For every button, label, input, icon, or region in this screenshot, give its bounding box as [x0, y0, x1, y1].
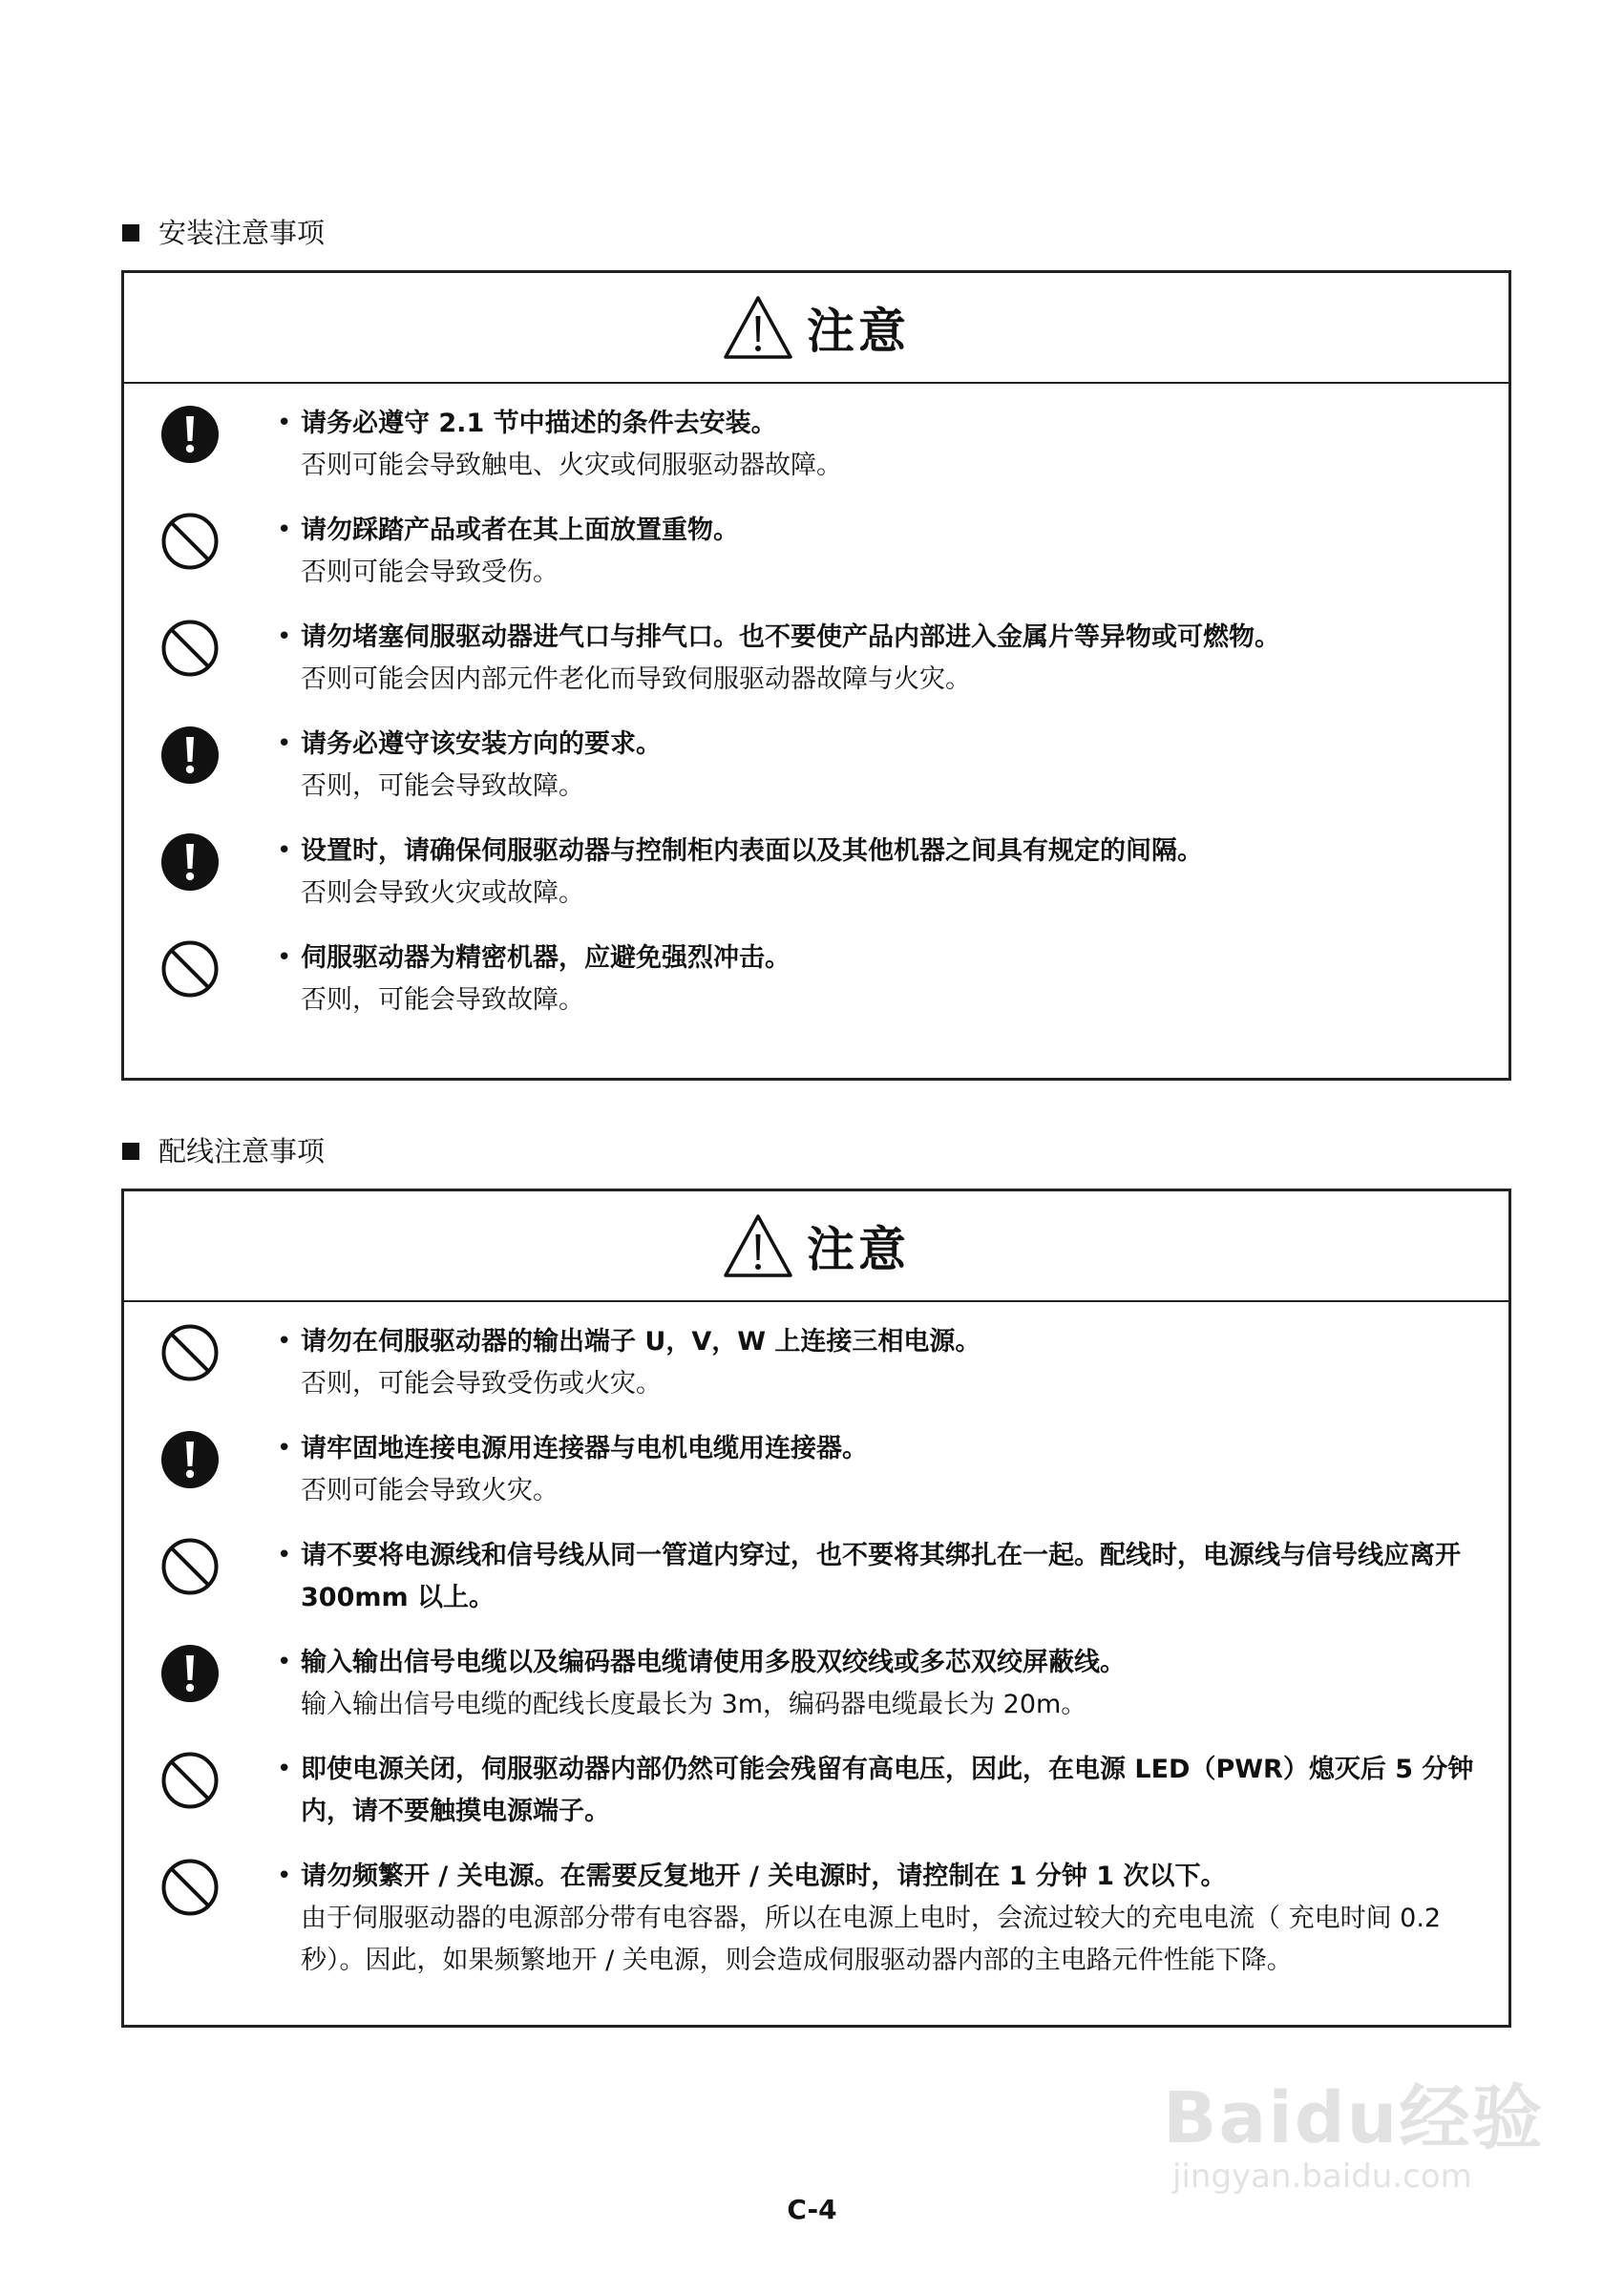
caution-item-main: 设置时，请确保伺服驱动器与控制柜内表面以及其他机器之间具有规定的间隔。: [301, 836, 1203, 866]
page-number: C-4: [787, 2194, 837, 2225]
exclamation-icon: [160, 726, 220, 785]
bullet-dot: •: [277, 943, 292, 972]
bullet-dot: •: [277, 622, 292, 651]
bullet-dot: •: [277, 1755, 292, 1783]
caution-item: [124, 401, 1508, 508]
caution-header: [124, 1191, 1508, 1302]
caution-item-main: 请牢固地连接电源用连接器与电机电缆用连接器。: [301, 1434, 868, 1463]
caution-item-sub: 输入输出信号电缆的配线长度最长为 3m，编码器电缆最长为 20m。: [301, 1690, 1087, 1719]
caution-item-sub: 否则，可能会导致故障。: [301, 771, 584, 801]
section-heading-text: 安装注意事项: [158, 217, 326, 249]
caution-item-main: 输入输出信号电缆以及编码器电缆请使用多股双绞线或多芯双绞屏蔽线。: [301, 1648, 1126, 1677]
caution-item-sub: 由于伺服驱动器的电源部分带有电容器，所以在电源上电时，会流过较大的充电电流（ 充电时间 0.2 秒）。因此，如果频繁地开 / 关电源，则会造成伺服驱动器内部的主电路元件性能下降。: [301, 1904, 1442, 1975]
caution-item-sub: 否则会导致火灾或故障。: [301, 878, 584, 908]
bullet-dot: •: [277, 1434, 292, 1463]
caution-list: [124, 1302, 1508, 2003]
caution-title: 注意: [807, 304, 910, 359]
caution-item: [124, 508, 1508, 615]
caution-list: [124, 384, 1508, 1042]
caution-header: [124, 273, 1508, 384]
caution-item: [124, 722, 1508, 829]
square-bullet-icon: [122, 224, 139, 242]
bullet-dot: •: [277, 1862, 292, 1890]
bullet-dot: •: [277, 1648, 292, 1676]
section-heading-text: 配线注意事项: [158, 1135, 326, 1168]
caution-item-sub: 否则可能会导致火灾。: [301, 1476, 559, 1505]
caution-item: [124, 1319, 1508, 1426]
warning-triangle-icon: [723, 1213, 793, 1278]
prohibition-icon: [160, 512, 220, 571]
section-heading-installation: [122, 214, 325, 252]
baidu-watermark: [1163, 2052, 1564, 2205]
caution-item-main: 请勿在伺服驱动器的输出端子 U，V，W 上连接三相电源。: [301, 1327, 981, 1357]
caution-item: [124, 1426, 1508, 1533]
caution-item: [124, 1747, 1508, 1854]
prohibition-icon: [160, 939, 220, 999]
exclamation-icon: [160, 832, 220, 892]
caution-item: [124, 1640, 1508, 1747]
watermark-url: jingyan.baidu.com: [1172, 2157, 1472, 2196]
exclamation-icon: [160, 1644, 220, 1703]
warning-triangle-icon: [723, 295, 793, 360]
caution-item-main: 请务必遵守 2.1 节中描述的条件去安装。: [301, 409, 777, 438]
caution-item-sub: 否则可能会因内部元件老化而导致伺服驱动器故障与火灾。: [301, 664, 971, 694]
caution-item-sub: 否则可能会导致触电、火灾或伺服驱动器故障。: [301, 451, 842, 480]
bullet-dot: •: [277, 836, 292, 865]
exclamation-icon: [160, 405, 220, 464]
bullet-dot: •: [277, 1327, 292, 1356]
bullet-dot: •: [277, 1541, 292, 1569]
caution-item: [124, 829, 1508, 936]
caution-item-sub: 否则，可能会导致受伤或火灾。: [301, 1369, 662, 1399]
caution-box-wiring: [121, 1189, 1511, 2028]
prohibition-icon: [160, 1858, 220, 1917]
caution-item-main: 请勿堵塞伺服驱动器进气口与排气口。也不要使产品内部进入金属片等异物或可燃物。: [301, 622, 1280, 652]
caution-item-sub: 否则可能会导致受伤。: [301, 558, 559, 587]
caution-item-sub: 否则，可能会导致故障。: [301, 985, 584, 1015]
caution-item-main: 即使电源关闭，伺服驱动器内部仍然可能会残留有高电压，因此，在电源 LED（PWR）熄灭后 5 分钟内，请不要触摸电源端子。: [301, 1755, 1474, 1826]
bullet-dot: •: [277, 729, 292, 758]
bullet-dot: •: [277, 409, 292, 437]
bullet-dot: •: [277, 516, 292, 544]
caution-title: 注意: [807, 1222, 910, 1277]
caution-item-main: 请勿踩踏产品或者在其上面放置重物。: [301, 516, 739, 545]
caution-item: [124, 615, 1508, 722]
square-bullet-icon: [122, 1143, 139, 1160]
caution-item-main: 伺服驱动器为精密机器，应避免强烈冲击。: [301, 943, 791, 973]
caution-item-main: 请勿频繁开 / 关电源。在需要反复地开 / 关电源时，请控制在 1 分钟 1 次以下。: [301, 1862, 1227, 1891]
caution-item: [124, 1854, 1508, 2003]
caution-item-main: 请不要将电源线和信号线从同一管道内穿过，也不要将其绑扎在一起。配线时，电源线与信号线应离开 300mm 以上。: [301, 1541, 1461, 1612]
prohibition-icon: [160, 619, 220, 678]
caution-item: [124, 936, 1508, 1042]
prohibition-icon: [160, 1537, 220, 1596]
caution-box-installation: [121, 270, 1511, 1081]
caution-item-main: 请务必遵守该安装方向的要求。: [301, 729, 662, 759]
watermark-logo: Baidu经验: [1163, 2077, 1545, 2159]
exclamation-icon: [160, 1430, 220, 1489]
prohibition-icon: [160, 1323, 220, 1382]
prohibition-icon: [160, 1751, 220, 1810]
caution-item: [124, 1533, 1508, 1640]
section-heading-wiring: [122, 1132, 325, 1170]
